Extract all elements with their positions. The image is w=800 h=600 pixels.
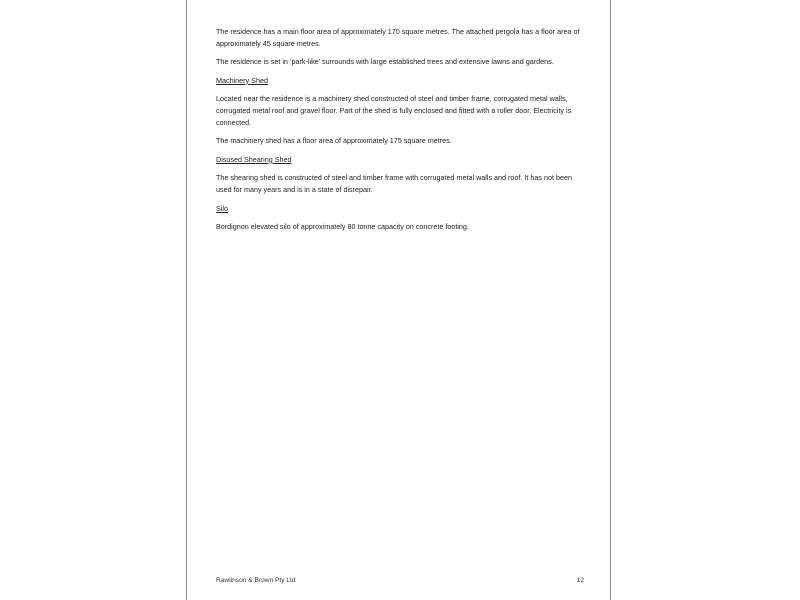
footer-page-number: 12 [576, 577, 584, 584]
document-page [186, 0, 611, 600]
document-body [216, 26, 586, 240]
footer-company: Rawlinson & Brown Pty Ltd [216, 577, 296, 584]
paragraph-machinery-description: Located near the residence is a machinery shed constructed of steel and timber frame, corrugated metal walls, corrugated metal roof and gravel floor. Part of the shed is fully enclosed and fitted with a roller door. Electricity is connected. [216, 94, 572, 127]
paragraph-machinery-area: The machinery shed has a floor area of approximately 175 square metres. [216, 136, 452, 146]
heading-silo: Silo [216, 203, 228, 213]
paragraph-shearing-description: The shearing shed is constructed of steel and timber frame with corrugated metal walls and roof. It has not been used for many years and is in a state of disrepair. [216, 173, 572, 194]
heading-shearing-shed: Disused Shearing Shed [216, 154, 292, 164]
heading-machinery-shed: Machinery Shed [216, 75, 268, 85]
page-footer [216, 577, 584, 584]
paragraph-residence-area: The residence has a main floor area of approximately 170 square metres. The attached pergola has a floor area of approximately 45 square metres. [216, 27, 580, 48]
paragraph-residence-setting: The residence is set in ‘park-like’ surrounds with large established trees and extensive lawns and gardens. [216, 57, 554, 67]
paragraph-silo-description: Bordignon elevated silo of approximately 80 tonne capacity on concrete footing. [216, 222, 469, 232]
